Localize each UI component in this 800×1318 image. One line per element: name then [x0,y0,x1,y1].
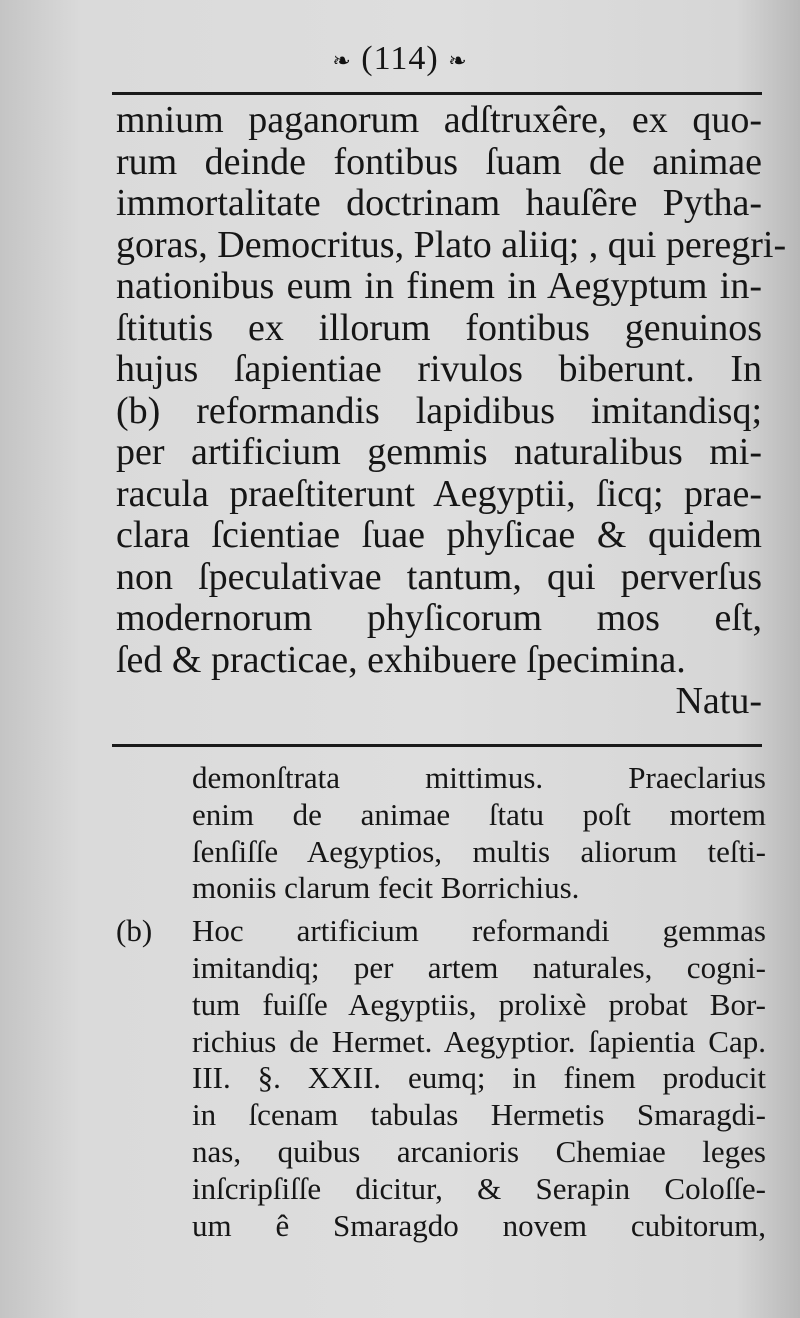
text-line: rum deinde fontibus ſuam de animae [116,140,762,183]
text-line: goras, Democritus, Plato aliiq; , qui peregri- [116,223,787,266]
text-line: non ſpeculativae tantum, qui perverſus [116,555,762,598]
note-line: richius de Hermet. Aegyptior. ſapientia Cap. [192,1023,766,1059]
footnotes [116,760,766,1244]
text-line: racula praeſtiterunt Aegyptii, ſicq; prae- [116,472,762,515]
text-line: per artificium gemmis naturalibus mi- [116,431,762,473]
catchword: Natu- [675,680,762,722]
page-header [0,40,800,78]
note-line: imitandiq; per artem naturales, cogni- [192,949,766,985]
footnote-rule [112,744,762,747]
note-line: moniis clarum fecit Borrichius. [192,870,580,906]
header-rule [112,92,762,95]
note-line: enim de animae ſtatu poſt mortem [192,796,766,832]
footnote-b [116,913,766,1244]
note-line: Hoc artificium reformandi gemmas [192,913,766,949]
footnote-b-label: (b) [116,913,153,949]
note-line: demonſtrata mittimus. Praeclarius [192,760,766,795]
note-line: tum fuiſſe Aegyptiis, prolixè probat Bor- [192,986,766,1022]
text-line: mnium paganorum adſtruxêre, ex quo- [116,99,762,141]
note-line: um ê Smaragdo novem cubitorum, [192,1207,766,1243]
footnote-a-continued [116,760,766,907]
ornament-left-icon: ❧ [332,48,352,74]
note-line: in ſcenam tabulas Hermetis Smaragdi- [192,1097,766,1133]
note-line: inſcripſiſſe dicitur, & Serapin Coloſſe- [192,1170,766,1206]
text-line: (b) reformandis lapidibus imitandisq; [116,389,762,432]
text-line: ſed & practicae, exhibuere ſpecimina. [116,638,686,681]
text-line: nationibus eum in finem in Aegyptum in- [116,265,762,307]
text-line: clara ſcientiae ſuae phyſicae & quidem [116,514,762,556]
text-line: hujus ſapientiae rivulos biberunt. In [116,348,762,390]
text-line: ſtitutis ex illorum fontibus genuinos [116,306,762,349]
page-number: (114) [361,40,439,77]
note-line: III. §. XXII. eumq; in finem producit [192,1060,766,1096]
main-text [116,99,787,723]
note-line: nas, quibus arcanioris Chemiae leges [192,1133,766,1169]
text-line: modernorum phyſicorum mos eſt, [116,597,762,639]
text-line: immortalitate doctrinam hauſêre Pytha- [116,182,762,224]
ornament-right-icon: ❧ [448,48,468,74]
note-line: ſenſiſſe Aegyptios, multis aliorum teſti- [192,833,766,869]
